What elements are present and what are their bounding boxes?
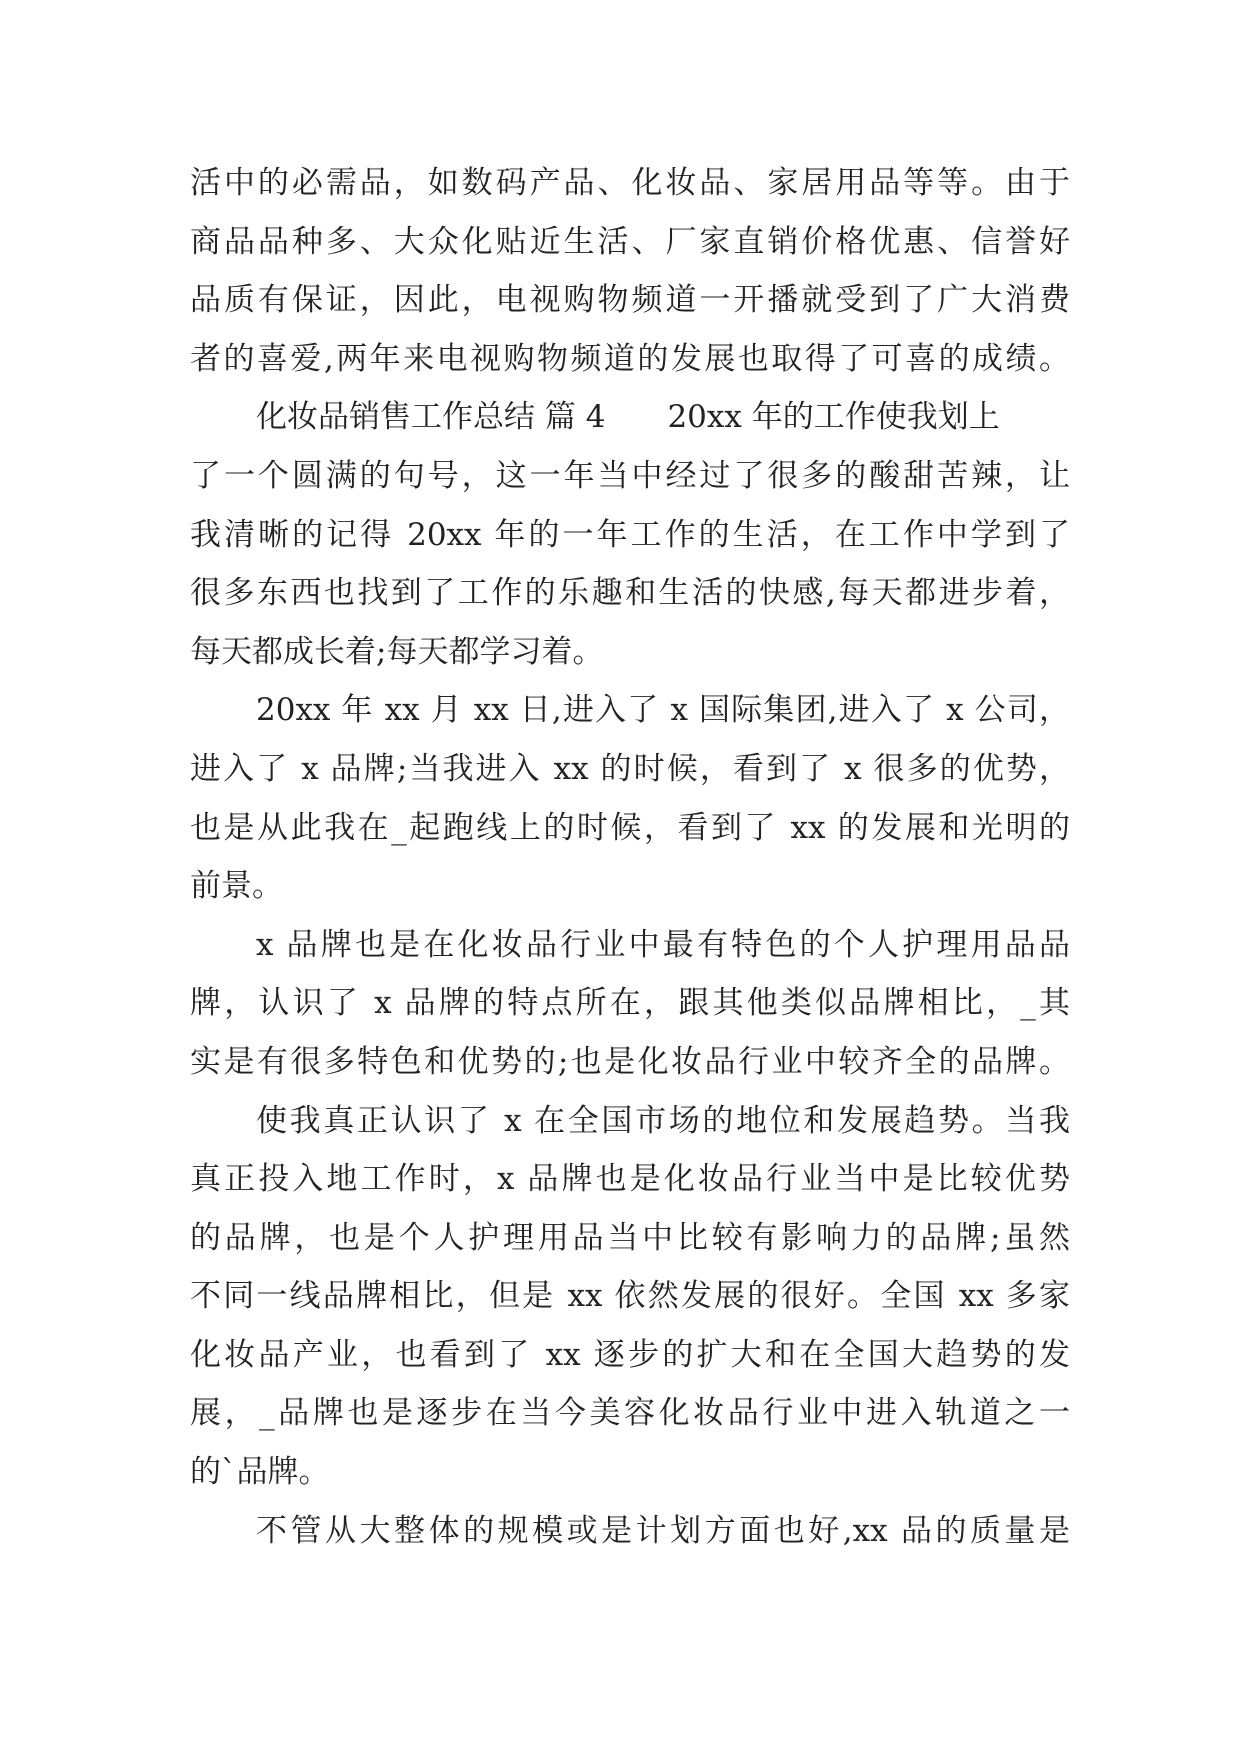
text-line: 每天都成长着;每天都学习着。 [190,633,604,670]
text-line: 者的喜爱,两年来电视购物频道的发展也取得了可喜的成绩。 [190,340,1070,377]
text-line: 展，_品牌也是逐步在当今美容化妆品行业中进入轨道之一 [190,1395,1070,1432]
text-line: 不管从大整体的规模或是计划方面也好,xx 品的质量是 [256,1512,1070,1549]
text-line: 前景。 [190,868,283,905]
text-line: 的品牌，也是个人护理用品当中比较有影响力的品牌;虽然 [190,1219,1070,1256]
section-heading-line [190,388,1070,447]
text-line: 化妆品产业，也看到了 xx 逐步的扩大和在全国大趋势的发 [190,1336,1070,1373]
body-text [190,154,1070,1560]
text-line: 很多东西也找到了工作的乐趣和生活的快感,每天都进步着， [190,575,1070,612]
text-line: 了一个圆满的句号，这一年当中经过了很多的酸甜苦辣，让 [190,457,1070,494]
text-line: 我清晰的记得 20xx 年的一年工作的生活，在工作中学到了 [190,516,1070,553]
text-line: 牌，认识了 x 品牌的特点所在，跟其他类似品牌相比，_其 [190,985,1070,1022]
text-line: 商品品种多、大众化贴近生活、厂家直销价格优惠、信誉好 [190,223,1070,260]
section-heading: 化妆品销售工作总结 篇 4 [256,399,606,436]
text-line: 使我真正认识了 x 在全国市场的地位和发展趋势。当我 [256,1102,1070,1139]
text-line: 也是从此我在_起跑线上的时候，看到了 xx 的发展和光明的 [190,809,1070,846]
text-line: 品质有保证，因此，电视购物频道一开播就受到了广大消费 [190,282,1070,319]
text-line: 的`品牌。 [190,1454,330,1491]
text-line: x 品牌也是在化妆品行业中最有特色的个人护理用品品 [256,926,1070,963]
text-line: 20xx 年 xx 月 xx 日,进入了 x 国际集团,进入了 x 公司， [256,692,1070,729]
text-line: 活中的必需品，如数码产品、化妆品、家居用品等等。由于 [190,165,1070,201]
text-line: 真正投入地工作时，x 品牌也是化妆品行业当中是比较优势 [190,1161,1070,1198]
text-line: 不同一线品牌相比，但是 xx 依然发展的很好。全国 xx 多家 [190,1278,1070,1315]
text-line: 实是有很多特色和优势的;也是化妆品行业中较齐全的品牌。 [190,1043,1070,1080]
section-heading-continuation: 20xx 年的工作使我划上 [667,399,1000,436]
text-line: 进入了 x 品牌;当我进入 xx 的时候，看到了 x 很多的优势， [190,750,1070,787]
